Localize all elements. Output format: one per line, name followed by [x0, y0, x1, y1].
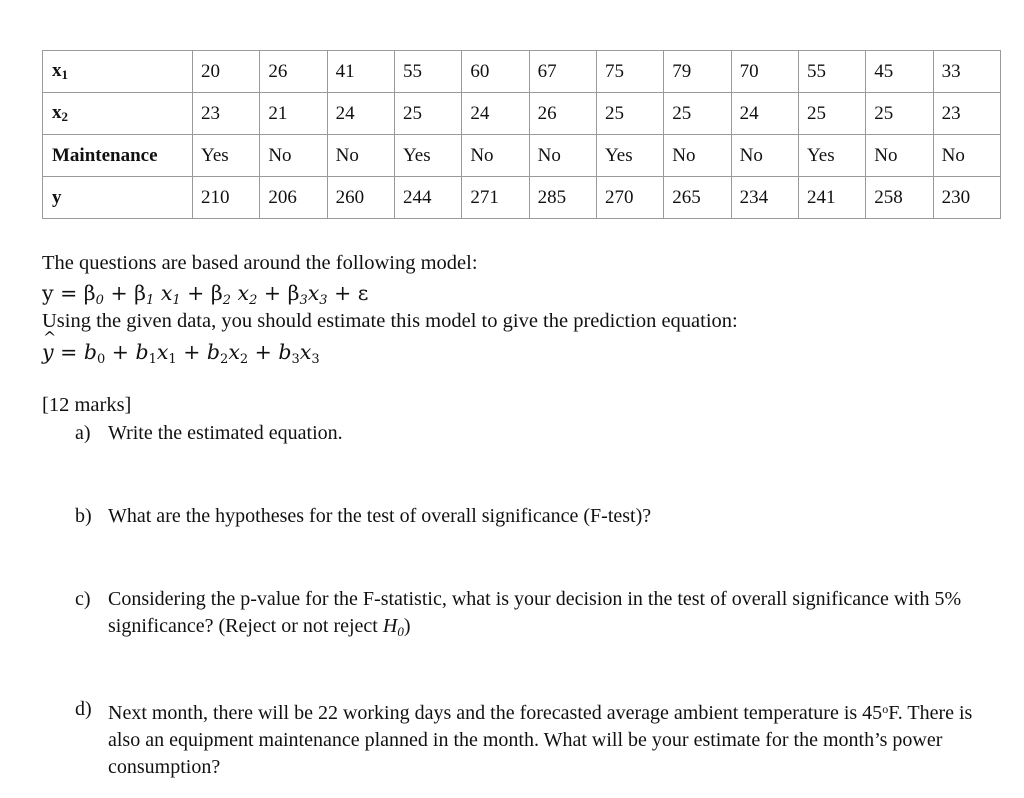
table-cell: 79: [664, 51, 731, 93]
table-cell: 270: [596, 177, 663, 219]
table-cell: No: [664, 135, 731, 177]
table-cell: Yes: [394, 135, 461, 177]
table-cell: 25: [866, 93, 933, 135]
table-cell: No: [327, 135, 394, 177]
table-cell: 25: [596, 93, 663, 135]
question-b-label: b): [75, 505, 92, 527]
row-header: Maintenance: [43, 135, 193, 177]
table-cell: No: [933, 135, 1000, 177]
table-cell: 41: [327, 51, 394, 93]
table-cell: 258: [866, 177, 933, 219]
table-cell: 234: [731, 177, 798, 219]
table-cell: Yes: [596, 135, 663, 177]
intro-line-1: The questions are based around the following model:: [42, 252, 478, 274]
table-cell: No: [260, 135, 327, 177]
question-c-text: Considering the p-value for the F-statistic, what is your decision in the test of overall significance with 5% significance? (Reject or not reject $H_0$): [108, 588, 962, 639]
table-cell: 26: [529, 93, 596, 135]
table-cell: 206: [260, 177, 327, 219]
row-header: y: [43, 177, 193, 219]
table-row: [43, 51, 1001, 93]
table-cell: Yes: [798, 135, 865, 177]
table-cell: 24: [731, 93, 798, 135]
row-header: $x_1$: [43, 51, 193, 93]
question-a: [75, 420, 995, 447]
question-b: [75, 503, 995, 530]
table-cell: 75: [596, 51, 663, 93]
table-cell: 23: [193, 93, 260, 135]
table-cell: 67: [529, 51, 596, 93]
question-d-label: d): [75, 698, 92, 720]
table-row: [43, 93, 1001, 135]
table-cell: 21: [260, 93, 327, 135]
table-cell: 265: [664, 177, 731, 219]
table-row: [43, 135, 1001, 177]
table-cell: 244: [394, 177, 461, 219]
table-cell: 55: [394, 51, 461, 93]
table-cell: 20: [193, 51, 260, 93]
table-cell: No: [731, 135, 798, 177]
question-a-text: Write the estimated equation.: [108, 422, 343, 444]
intro-line-3: Using the given data, you should estimate this model to give the prediction equation:: [42, 310, 738, 332]
table-cell: 55: [798, 51, 865, 93]
table-cell: 25: [798, 93, 865, 135]
table-cell: 45: [866, 51, 933, 93]
table-cell: 60: [462, 51, 529, 93]
table-cell: 33: [933, 51, 1000, 93]
data-table: [42, 50, 1001, 219]
table-cell: No: [866, 135, 933, 177]
question-d-text: Next month, there will be 22 working days and the forecasted average ambient temperature is 45$^o$F. There is also an equipment maintenance planned in the month. What will be your estimate for the month’s power consumption?: [108, 702, 973, 778]
table-cell: 241: [798, 177, 865, 219]
table-cell: 25: [664, 93, 731, 135]
table-cell: 271: [462, 177, 529, 219]
question-b-text: What are the hypotheses for the test of overall significance (F-test)?: [108, 505, 652, 527]
table-cell: 26: [260, 51, 327, 93]
table-cell: 285: [529, 177, 596, 219]
table-cell: No: [462, 135, 529, 177]
table-cell: 24: [327, 93, 394, 135]
table-cell: 23: [933, 93, 1000, 135]
marks-label: [12 marks]: [42, 394, 132, 416]
table-cell: No: [529, 135, 596, 177]
question-c-label: c): [75, 588, 91, 610]
table-cell: 70: [731, 51, 798, 93]
prediction-equation: ^ y = b0 + b1x1 + b2x2 + b3x3: [42, 340, 320, 367]
table-cell: 230: [933, 177, 1000, 219]
question-a-label: a): [75, 422, 91, 444]
table-cell: 260: [327, 177, 394, 219]
table-cell: 25: [394, 93, 461, 135]
table-cell: Yes: [193, 135, 260, 177]
question-d: [75, 696, 995, 781]
table-cell: 210: [193, 177, 260, 219]
row-header: $x_2$: [43, 93, 193, 135]
question-c: [75, 586, 995, 645]
table-cell: 24: [462, 93, 529, 135]
model-equation: y = β0 + β1 x1 + β2 x2 + β3x3 + ε: [42, 281, 369, 308]
table-row: [43, 177, 1001, 219]
